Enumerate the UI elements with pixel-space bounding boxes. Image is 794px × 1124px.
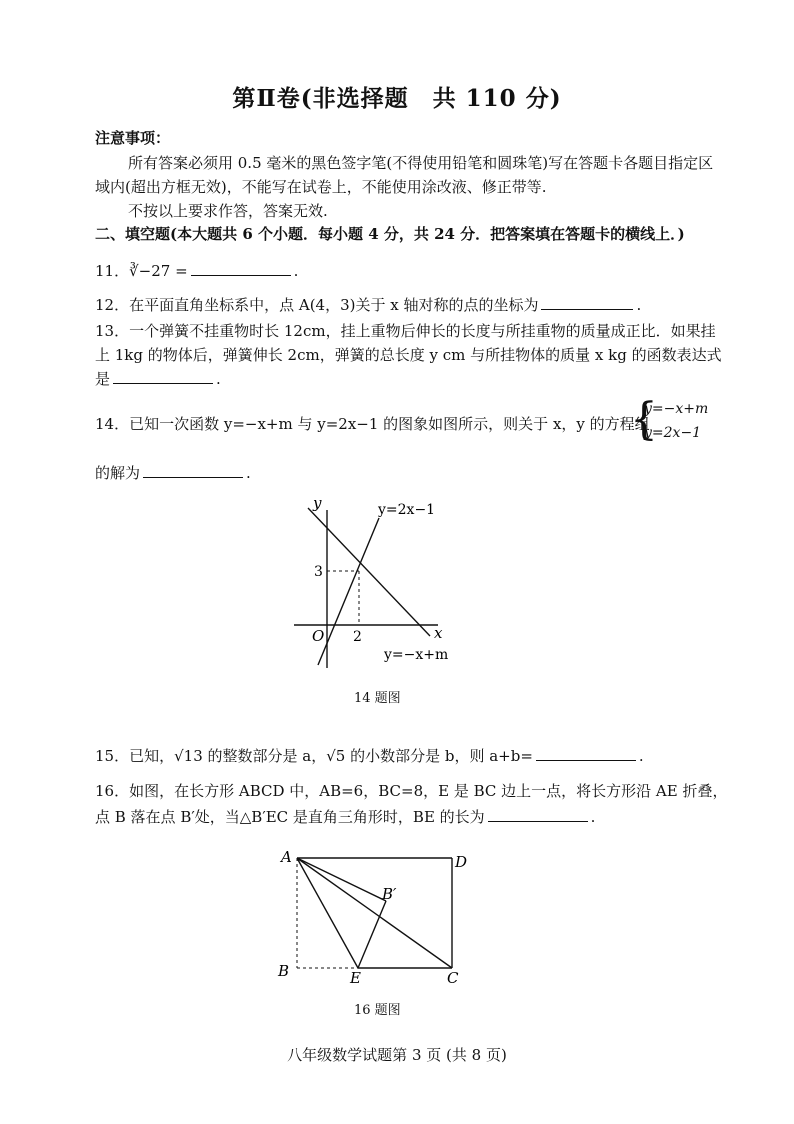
question-16-line-2 xyxy=(95,806,595,827)
y-axis-label: y xyxy=(313,494,322,512)
system-brace: { xyxy=(630,394,658,445)
answer-blank-16[interactable] xyxy=(488,807,588,822)
point-A-label: A xyxy=(281,848,292,866)
question-14-text: 14．已知一次函数 y=−x+m 与 y=2x−1 的图象如图所示，则关于 x，y 的方程组 xyxy=(95,415,650,433)
point-E-label: E xyxy=(350,969,361,987)
question-15-text: 15．已知，√13 的整数部分是 a，√5 的小数部分是 b，则 a+b= xyxy=(95,747,533,765)
notice-heading: 注意事项： xyxy=(95,129,171,147)
figure-16-caption: 16 题图 xyxy=(354,1003,401,1018)
question-11-end: . xyxy=(293,262,299,280)
equation-1: y=−x+m xyxy=(644,401,709,417)
question-16-line-1: 16．如图，在长方形 ABCD 中，AB=6，BC=8，E 是 BC 边上一点，将长方形沿 AE 折叠， xyxy=(95,782,728,800)
point-D-label: D xyxy=(455,853,468,871)
question-13-lead: 是 xyxy=(95,370,111,388)
equation-2: y=2x−1 xyxy=(644,425,702,441)
x-axis-label: x xyxy=(434,624,443,642)
question-13-line-2: 上 1kg 的物体后，弹簧伸长 2cm，弹簧的总长度 y cm 与所挂物体的质量 x kg 的函数表达式 xyxy=(95,346,722,364)
question-11-expression: ∛−27 = xyxy=(129,262,188,280)
question-14-end: . xyxy=(246,464,251,482)
answer-blank-15[interactable] xyxy=(536,746,636,761)
figure-14-caption: 14 题图 xyxy=(354,691,401,706)
notice-line-3: 不按以上要求作答，答案无效. xyxy=(128,202,328,220)
question-13-line-1: 13．一个弹簧不挂重物时长 12cm，挂上重物后伸长的长度与所挂重物的质量成正比．如果挂 xyxy=(95,322,716,340)
line-label-neg-x-plus-m: y=−x+m xyxy=(384,647,449,663)
tick-y-3: 3 xyxy=(314,564,323,580)
point-C-label: C xyxy=(447,969,459,987)
origin-label: O xyxy=(312,627,325,645)
question-13-end: . xyxy=(216,370,221,388)
page-footer: 八年级数学试题第 3 页 (共 8 页) xyxy=(287,1046,507,1064)
notice-line-1: 所有答案必须用 0.5 毫米的黑色签字笔(不得使用铅笔和圆珠笔)写在答题卡各题目指定区 xyxy=(128,154,714,172)
question-16-lead: 点 B 落在点 B′处，当△B′EC 是直角三角形时，BE 的长为 xyxy=(95,808,485,826)
notice-line-2: 域内(超出方框无效)，不能写在试卷上，不能使用涂改液、修正带等. xyxy=(95,178,547,196)
tick-x-2: 2 xyxy=(353,629,362,645)
point-B-label: B xyxy=(278,962,290,980)
diagonal-AC xyxy=(297,858,452,968)
segment-AB-prime xyxy=(297,858,386,901)
question-15 xyxy=(95,745,644,766)
section-heading: 二、填空题(本大题共 6 个小题．每小题 4 分，共 24 分．把答案填在答题卡的横线上．) xyxy=(95,225,685,243)
question-11-number: 11． xyxy=(95,262,130,280)
line-label-2x-minus-1: y=2x−1 xyxy=(378,502,436,518)
question-12-end: . xyxy=(636,296,642,314)
point-B-prime-label: B′ xyxy=(382,885,397,903)
question-16-end: . xyxy=(590,808,596,826)
fold-AE xyxy=(297,858,358,968)
question-14-lead: 的解为 xyxy=(95,464,141,482)
page-title: 第Ⅱ卷(非选择题 共 110 分) xyxy=(232,85,562,112)
question-12-text: 12．在平面直角坐标系中，点 A(4，3)关于 x 轴对称的点的坐标为 xyxy=(95,296,539,314)
question-15-end: . xyxy=(638,747,644,765)
